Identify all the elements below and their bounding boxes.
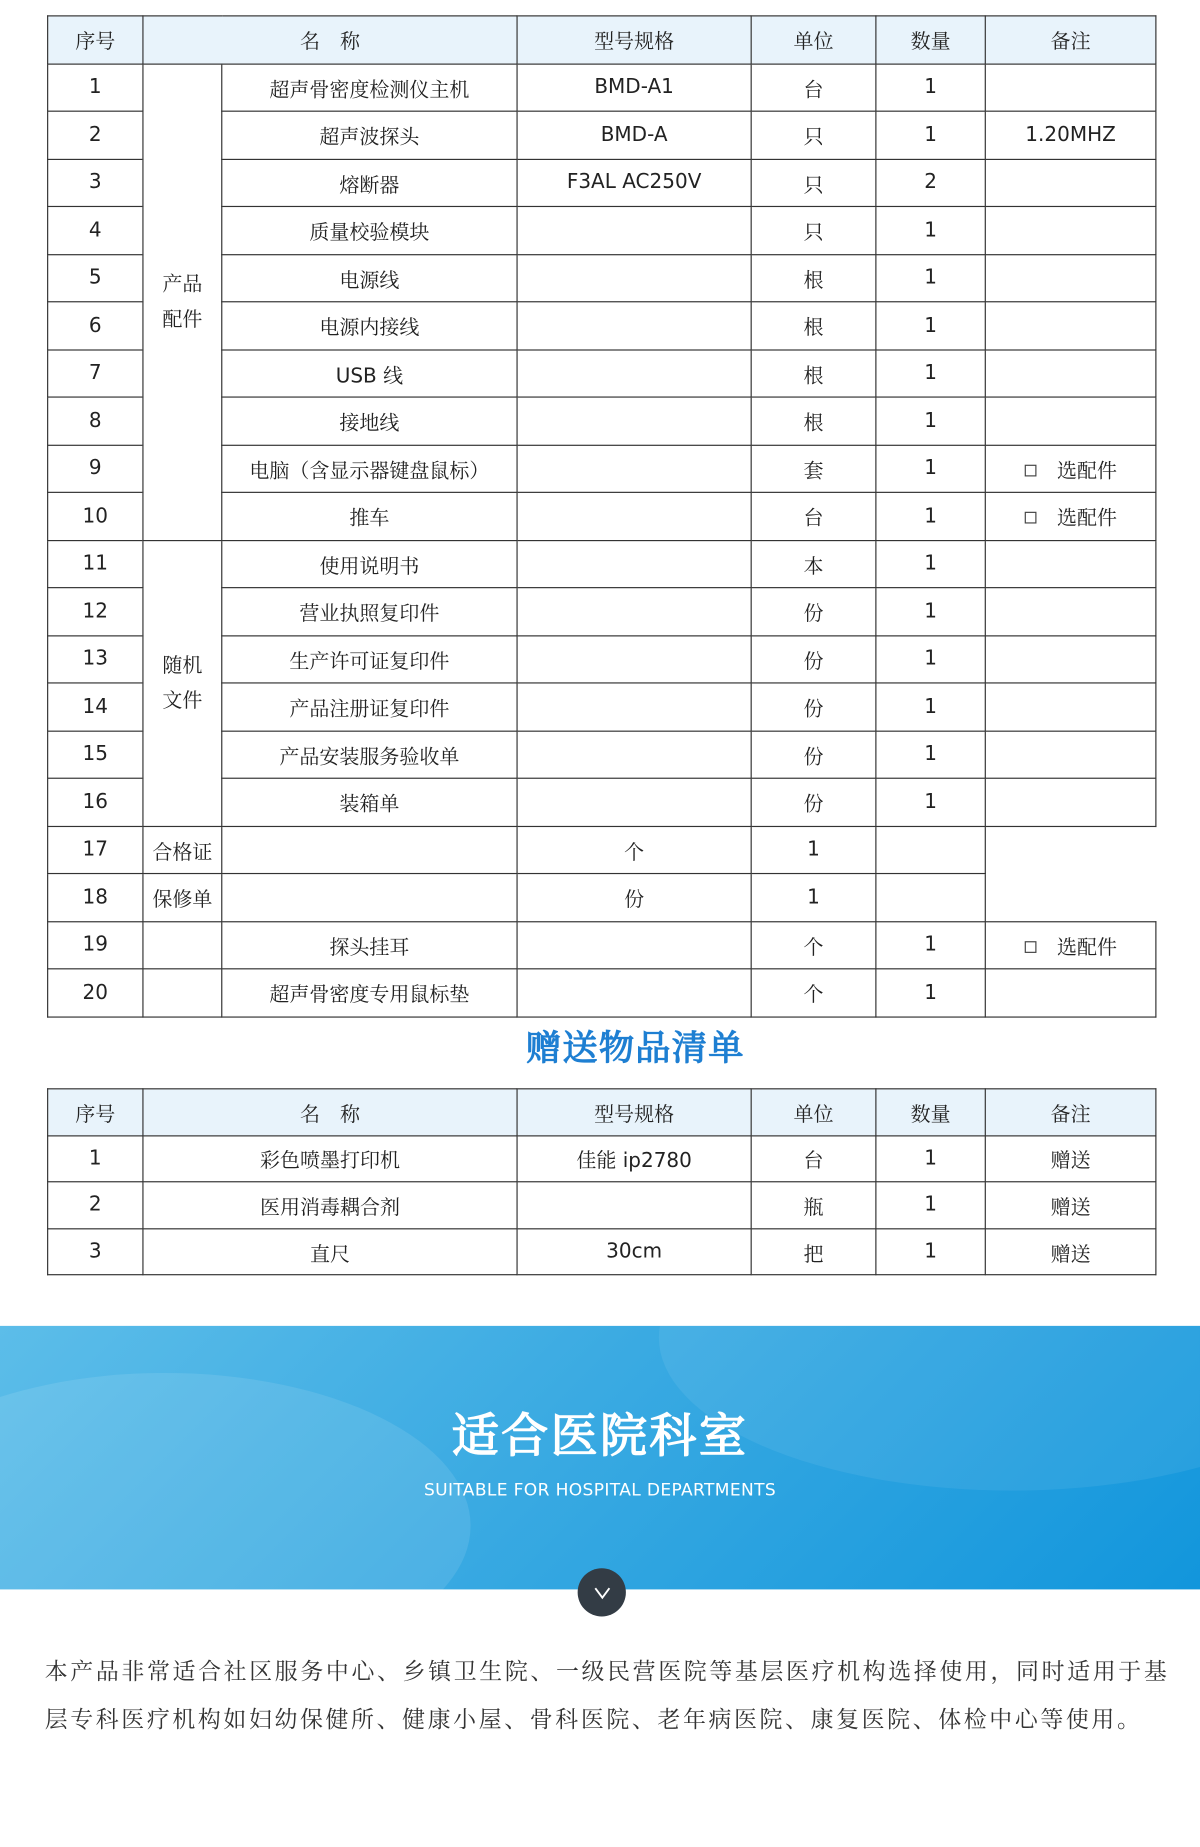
- cell-no: 9: [48, 445, 143, 493]
- cell-model: 佳能 ip2780: [517, 1135, 751, 1182]
- cell-name: 熔断器: [222, 159, 517, 207]
- cell-model: [517, 540, 751, 588]
- header-model: 型号规格: [517, 16, 751, 64]
- cell-unit: 台: [751, 492, 876, 540]
- table-row: [48, 969, 1156, 1017]
- cell-no: 3: [48, 159, 143, 207]
- cell-unit: 份: [751, 731, 876, 779]
- cell-no: 18: [48, 874, 143, 922]
- cell-qty: 1: [876, 254, 985, 302]
- cell-no: 19: [48, 921, 143, 969]
- cell-qty: 2: [876, 159, 985, 207]
- cell-unit: 根: [751, 254, 876, 302]
- cell-unit: 份: [751, 635, 876, 683]
- cell-model: [517, 445, 751, 493]
- cell-name: 彩色喷墨打印机: [143, 1135, 517, 1182]
- cell-model: [517, 588, 751, 636]
- cell-no: 2: [48, 1182, 143, 1229]
- cell-qty: 1: [876, 921, 985, 969]
- cell-note: [985, 254, 1156, 302]
- cell-qty: 1: [751, 874, 876, 922]
- group-label-line: 随机: [162, 653, 203, 678]
- cell-no: 14: [48, 683, 143, 731]
- cell-no: 11: [48, 540, 143, 588]
- cell-model: 30cm: [517, 1229, 751, 1276]
- cell-no: 12: [48, 588, 143, 636]
- cell-name: 电源内接线: [222, 302, 517, 350]
- table-header-row: [48, 16, 1156, 64]
- cell-name: 保修单: [143, 874, 222, 922]
- table-row: [48, 540, 1156, 588]
- cell-no: 15: [48, 731, 143, 779]
- banner-subtitle: SUITABLE FOR HOSPITAL DEPARTMENTS: [423, 1481, 777, 1500]
- cell-unit: 根: [751, 302, 876, 350]
- cell-note: [985, 635, 1156, 683]
- group-label-line: 产品: [162, 272, 203, 296]
- note-text: 选配件: [1057, 459, 1118, 484]
- cell-qty: 1: [876, 540, 985, 588]
- cell-name: 接地线: [222, 397, 517, 445]
- cell-unit: 个: [751, 921, 876, 969]
- table-row: [48, 921, 1156, 969]
- cell-name: 电源线: [222, 254, 517, 302]
- cell-unit: 台: [751, 64, 876, 112]
- cell-model: [517, 254, 751, 302]
- cell-note: [985, 64, 1156, 112]
- table-row: [48, 1182, 1156, 1229]
- note-text: 1.20MHZ: [1025, 123, 1116, 147]
- table-row: [48, 874, 1156, 922]
- header-no: 序号: [48, 16, 143, 64]
- cell-no: 17: [48, 826, 143, 874]
- cell-qty: 1: [876, 588, 985, 636]
- cell-model: [517, 397, 751, 445]
- cell-no: 16: [48, 778, 143, 826]
- header-qty: 数量: [876, 1089, 985, 1136]
- group-cell-empty: [143, 969, 222, 1017]
- table-row: [48, 826, 1156, 874]
- group-cell-empty: [143, 921, 222, 969]
- cell-name: 质量校验模块: [222, 206, 517, 254]
- cell-unit: 瓶: [751, 1182, 876, 1229]
- group-label-line: 文件: [162, 688, 203, 713]
- cell-no: 1: [48, 64, 143, 112]
- header-note: 备注: [985, 16, 1156, 64]
- checkbox-icon: [1024, 512, 1036, 524]
- cell-note: [985, 445, 1156, 493]
- table-row: [48, 1135, 1156, 1182]
- cell-unit: 本: [751, 540, 876, 588]
- cell-note: [985, 111, 1156, 159]
- cell-model: [517, 921, 751, 969]
- cell-note: [985, 778, 1156, 826]
- cell-qty: 1: [751, 826, 876, 874]
- header-unit: 单位: [751, 16, 876, 64]
- cell-note: 赠送: [985, 1182, 1156, 1229]
- cell-qty: 1: [876, 778, 985, 826]
- checkbox-icon: [1024, 941, 1036, 953]
- cell-note: 赠送: [985, 1135, 1156, 1182]
- cell-unit: 只: [751, 206, 876, 254]
- cell-unit: 套: [751, 445, 876, 493]
- cell-qty: 1: [876, 64, 985, 112]
- cell-qty: 1: [876, 731, 985, 779]
- cell-name: 推车: [222, 492, 517, 540]
- cell-model: BMD-A: [517, 111, 751, 159]
- cell-unit: 把: [751, 1229, 876, 1276]
- cell-name: 电脑（含显示器键盘鼠标）: [222, 445, 517, 493]
- cell-no: 6: [48, 302, 143, 350]
- group-label-line: 配件: [162, 307, 203, 332]
- cell-qty: 1: [876, 445, 985, 493]
- cell-model: [517, 778, 751, 826]
- cell-note: [985, 302, 1156, 350]
- cell-model: [517, 206, 751, 254]
- cell-unit: 台: [751, 1135, 876, 1182]
- cell-model: F3AL AC250V: [517, 159, 751, 207]
- cell-qty: 1: [876, 397, 985, 445]
- cell-qty: 1: [876, 635, 985, 683]
- cell-unit: 根: [751, 349, 876, 397]
- cell-unit: 个: [517, 826, 751, 874]
- cell-model: [517, 349, 751, 397]
- header-name: 名 称: [143, 16, 517, 64]
- cell-name: 产品安装服务验收单: [222, 731, 517, 779]
- cell-no: 1: [48, 1135, 143, 1182]
- cell-no: 10: [48, 492, 143, 540]
- group-label: [162, 648, 202, 719]
- cell-model: [222, 826, 517, 874]
- cell-note: [985, 492, 1156, 540]
- header-model: 型号规格: [517, 1089, 751, 1136]
- cell-no: 20: [48, 969, 143, 1017]
- cell-name: USB 线: [222, 349, 517, 397]
- cell-no: 7: [48, 349, 143, 397]
- cell-name: 探头挂耳: [222, 921, 517, 969]
- cell-no: 13: [48, 635, 143, 683]
- cell-name: 直尺: [143, 1229, 517, 1276]
- gift-list-title: 赠送物品清单: [525, 1028, 745, 1070]
- group-label: [162, 266, 202, 337]
- cell-qty: 1: [876, 492, 985, 540]
- cell-no: 2: [48, 111, 143, 159]
- cell-qty: 1: [876, 969, 985, 1017]
- cell-no: 5: [48, 254, 143, 302]
- note-text: 选配件: [1057, 936, 1118, 960]
- cell-model: [517, 731, 751, 779]
- cell-note: [985, 731, 1156, 779]
- cell-name: 装箱单: [222, 778, 517, 826]
- table-header-row: [48, 1089, 1156, 1136]
- cell-note: [985, 206, 1156, 254]
- cell-unit: 份: [751, 778, 876, 826]
- cell-note: [985, 683, 1156, 731]
- cell-qty: 1: [876, 302, 985, 350]
- note-text: 选配件: [1057, 507, 1118, 531]
- cell-no: 8: [48, 397, 143, 445]
- cell-note: [876, 874, 985, 922]
- cell-note: [985, 159, 1156, 207]
- cell-model: [517, 492, 751, 540]
- cell-name: 合格证: [143, 826, 222, 874]
- cell-unit: 份: [751, 588, 876, 636]
- group-cell: [143, 64, 222, 540]
- banner-title: 适合医院科室: [451, 1409, 749, 1464]
- cell-qty: 1: [876, 1182, 985, 1229]
- scroll-down-button[interactable]: [578, 1568, 626, 1616]
- cell-note: 赠送: [985, 1229, 1156, 1276]
- gift-list-table: [47, 1088, 1156, 1276]
- cell-note: [985, 397, 1156, 445]
- cell-model: [517, 302, 751, 350]
- cell-qty: 1: [876, 206, 985, 254]
- chevron-down-icon: [591, 1585, 612, 1599]
- cell-name: 产品注册证复印件: [222, 683, 517, 731]
- departments-banner: [0, 1326, 1200, 1590]
- cell-name: 生产许可证复印件: [222, 635, 517, 683]
- header-unit: 单位: [751, 1089, 876, 1136]
- cell-note: [985, 969, 1156, 1017]
- cell-unit: 只: [751, 159, 876, 207]
- group-cell: [143, 540, 222, 826]
- cell-name: 医用消毒耦合剂: [143, 1182, 517, 1229]
- checkbox-icon: [1024, 464, 1036, 476]
- cell-qty: 1: [876, 1135, 985, 1182]
- cell-qty: 1: [876, 349, 985, 397]
- cell-note: [985, 588, 1156, 636]
- header-qty: 数量: [876, 16, 985, 64]
- cell-unit: 个: [751, 969, 876, 1017]
- cell-name: 超声骨密度检测仪主机: [222, 64, 517, 112]
- cell-name: 使用说明书: [222, 540, 517, 588]
- header-note: 备注: [985, 1089, 1156, 1136]
- cell-unit: 根: [751, 397, 876, 445]
- cell-model: [517, 635, 751, 683]
- table-row: [48, 1229, 1156, 1276]
- cell-name: 超声波探头: [222, 111, 517, 159]
- cell-note: [985, 921, 1156, 969]
- header-no: 序号: [48, 1089, 143, 1136]
- cell-note: [985, 349, 1156, 397]
- cell-model: [222, 874, 517, 922]
- cell-qty: 1: [876, 1229, 985, 1276]
- accessory-list-table: [47, 15, 1156, 1017]
- cell-note: [876, 826, 985, 874]
- cell-no: 3: [48, 1229, 143, 1276]
- cell-unit: 份: [517, 874, 751, 922]
- cell-model: [517, 969, 751, 1017]
- cell-unit: 份: [751, 683, 876, 731]
- table-row: [48, 64, 1156, 112]
- header-name: 名 称: [143, 1089, 517, 1136]
- cell-model: [517, 683, 751, 731]
- description-text: 本产品非常适合社区服务中心、乡镇卫生院、一级民营医院等基层医疗机构选择使用，同时适用于基层专科医疗机构如妇幼保健所、健康小屋、骨科医院、老年病医院、康复医院、体检中心等使用。: [44, 1657, 1170, 1733]
- cell-name: 营业执照复印件: [222, 588, 517, 636]
- cell-note: [985, 540, 1156, 588]
- cell-qty: 1: [876, 683, 985, 731]
- cell-model: [517, 1182, 751, 1229]
- cell-no: 4: [48, 206, 143, 254]
- cell-unit: 只: [751, 111, 876, 159]
- cell-qty: 1: [876, 111, 985, 159]
- cell-name: 超声骨密度专用鼠标垫: [222, 969, 517, 1017]
- cell-model: BMD-A1: [517, 64, 751, 112]
